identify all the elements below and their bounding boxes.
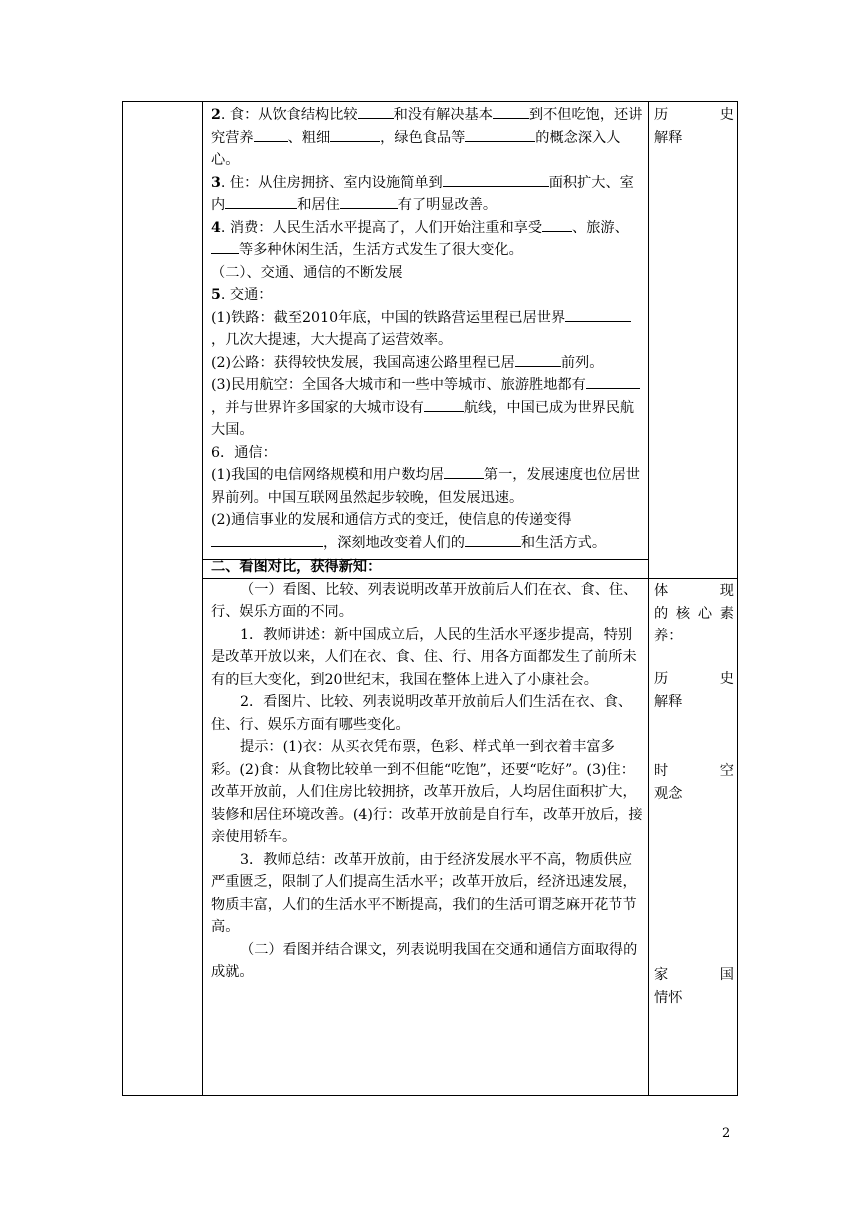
fill-blank: [542, 217, 572, 232]
transport-heading: 5. 交通：: [211, 287, 273, 303]
railway-paragraph: (1)铁路：截至2010年底，中国的铁路营运里程已居世界，几次大提速，大大提高了运营效率。: [211, 307, 643, 352]
highway-paragraph: (2)公路：获得较快发展，我国高速公路里程已居 前列。: [211, 352, 643, 375]
core-literacy-note: 时 空 观念: [654, 763, 734, 802]
fill-blank: [424, 397, 464, 412]
fill-blank: [358, 104, 394, 119]
fill-blank: [443, 172, 549, 187]
activity-paragraph: （二）看图并结合课文，列表说明我国在交通和通信方面取得的成就。: [211, 941, 638, 980]
activity-paragraph: 2．看图片、比较、列表说明改革开放前后人们生活在衣、食、住、行、娱乐方面有哪些变化。: [211, 694, 633, 733]
fill-blank: [465, 532, 521, 547]
core-literacy-note: 家 国 情怀: [654, 967, 734, 1006]
core-literacy-note: 历 史 解释: [654, 107, 734, 146]
fill-blank: [340, 194, 398, 209]
lesson-content: [211, 104, 643, 984]
activity-paragraph: （一）看图、比较、列表说明改革开放前后人们在衣、食、住、行、娱乐方面的不同。: [211, 581, 638, 620]
fill-blank: [444, 464, 484, 479]
part-two-heading: 二、看图对比，获得新知：: [211, 559, 382, 575]
telecom-paragraph: (1)我国的电信网络规模和用户数均居 第一，发展速度也位居世界前列。中国互联网虽然起步较晚，但发展迅速。: [211, 464, 643, 509]
activity-paragraph: 3．教师总结：改革开放前，由于经济发展水平不高，物质供应严重匮乏，限制了人们提高生活水平；改革开放后，经济迅速发展，物质丰富，人们的生活水平不断提高，我们的生活可谓芝麻开花节节高。: [211, 851, 637, 935]
table-row-divider: [648, 578, 738, 579]
fill-blank: [330, 127, 380, 142]
table-divider-left: [202, 101, 203, 1096]
fill-blank: [211, 239, 239, 254]
fill-blank: [211, 532, 323, 547]
fill-blank: [465, 127, 535, 142]
core-literacy-note: 体 现 的 核 心 素 养：: [654, 583, 734, 644]
fill-blank: [493, 104, 529, 119]
table-divider-right: [648, 101, 649, 1096]
core-literacy-note: 历 史 解释: [654, 671, 734, 710]
fill-blank: [225, 194, 297, 209]
fill-blank: [254, 127, 288, 142]
housing-paragraph: 3. 住：从住房拥挤、室内设施简单到 面积扩大、室内 和居住 有了明显改善。: [211, 172, 643, 217]
fill-blank: [565, 307, 631, 322]
fill-blank: [586, 374, 640, 389]
activity-paragraph: 提示：(1)衣：从买衣凭布票，色彩、样式单一到衣着丰富多彩。(2)食：从食物比较单一到不但能“吃饱”，还要“吃好”。(3)住：改革开放前，人们住房比较拥挤，改革开放后，人均居住面积扩大，装修和居住环境改善。(4)行：改革开放前是自行车，改革开放后，接亲使用轿车。: [211, 739, 643, 845]
activity-paragraph: 1．教师讲述：新中国成立后，人民的生活水平逐步提高，特别是改革开放以来，人们在衣、食、住、行、用各方面都发生了前所未有的巨大变化，到20世纪末，我国在整体上进入了小康社会。: [211, 626, 637, 688]
aviation-paragraph: (3)民用航空：全国各大城市和一些中等城市、旅游胜地都有，并与世界许多国家的大城市设有 航线，中国已成为世界民航大国。: [211, 374, 643, 442]
telecom-heading: 6．通信：: [211, 444, 277, 461]
section-heading: （二）、交通、通信的不断发展: [211, 264, 403, 281]
consumption-paragraph: 4. 消费：人民生活水平提高了，人们开始注重和享受 、旅游、等多种休闲生活，生活方式发生了很大变化。: [211, 217, 643, 262]
food-paragraph: 2. 食：从饮食结构比较 和没有解决基本 到不但吃饱，还讲究营养 、粗细 ，绿色食品等 的概念深入人心。: [211, 104, 643, 172]
telecom-paragraph: (2)通信事业的发展和通信方式的变迁，使信息的传递变得，深刻地改变着人们的 和生活方式。: [211, 512, 607, 551]
page-number: 2: [722, 1126, 731, 1141]
fill-blank: [515, 352, 561, 367]
